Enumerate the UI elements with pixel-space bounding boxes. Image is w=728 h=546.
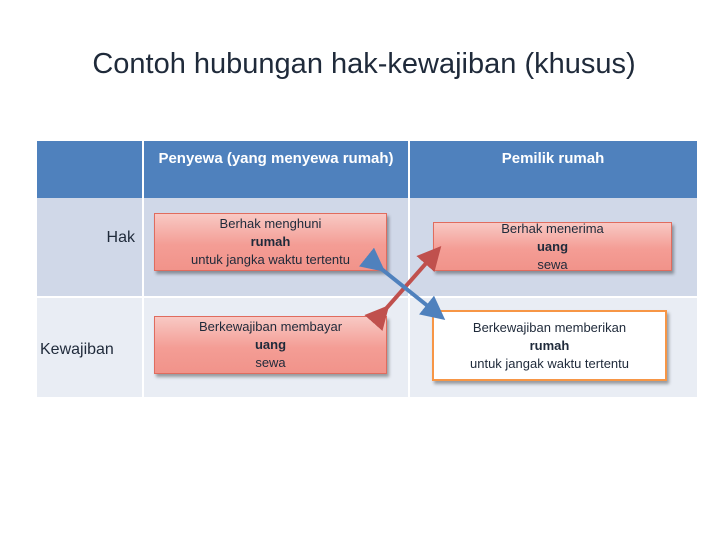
slide-title: Contoh hubungan hak-kewajiban (khusus) [92, 48, 636, 80]
pemilik-kewajiban-box: Berkewajiban memberikan rumah untuk jangak waktu tertentu [432, 310, 667, 381]
header-pemilik-label: Pemilik rumah [501, 150, 605, 167]
penyewa-kewajiban-box: Berkewajiban membayar uang sewa [154, 316, 387, 374]
penyewa-hak-box: Berhak menghuni rumah untuk jangka waktu tertentu [154, 213, 387, 271]
header-penyewa-label: Penyewa (yang menyewa rumah) [158, 150, 394, 167]
row-label-hak: Hak [106, 229, 135, 246]
row-label-kewajiban: Kewajiban [40, 341, 114, 358]
double-arrow-red-icon [384, 252, 436, 311]
pemilik-hak-box: Berhak menerima uang sewa [433, 222, 672, 271]
